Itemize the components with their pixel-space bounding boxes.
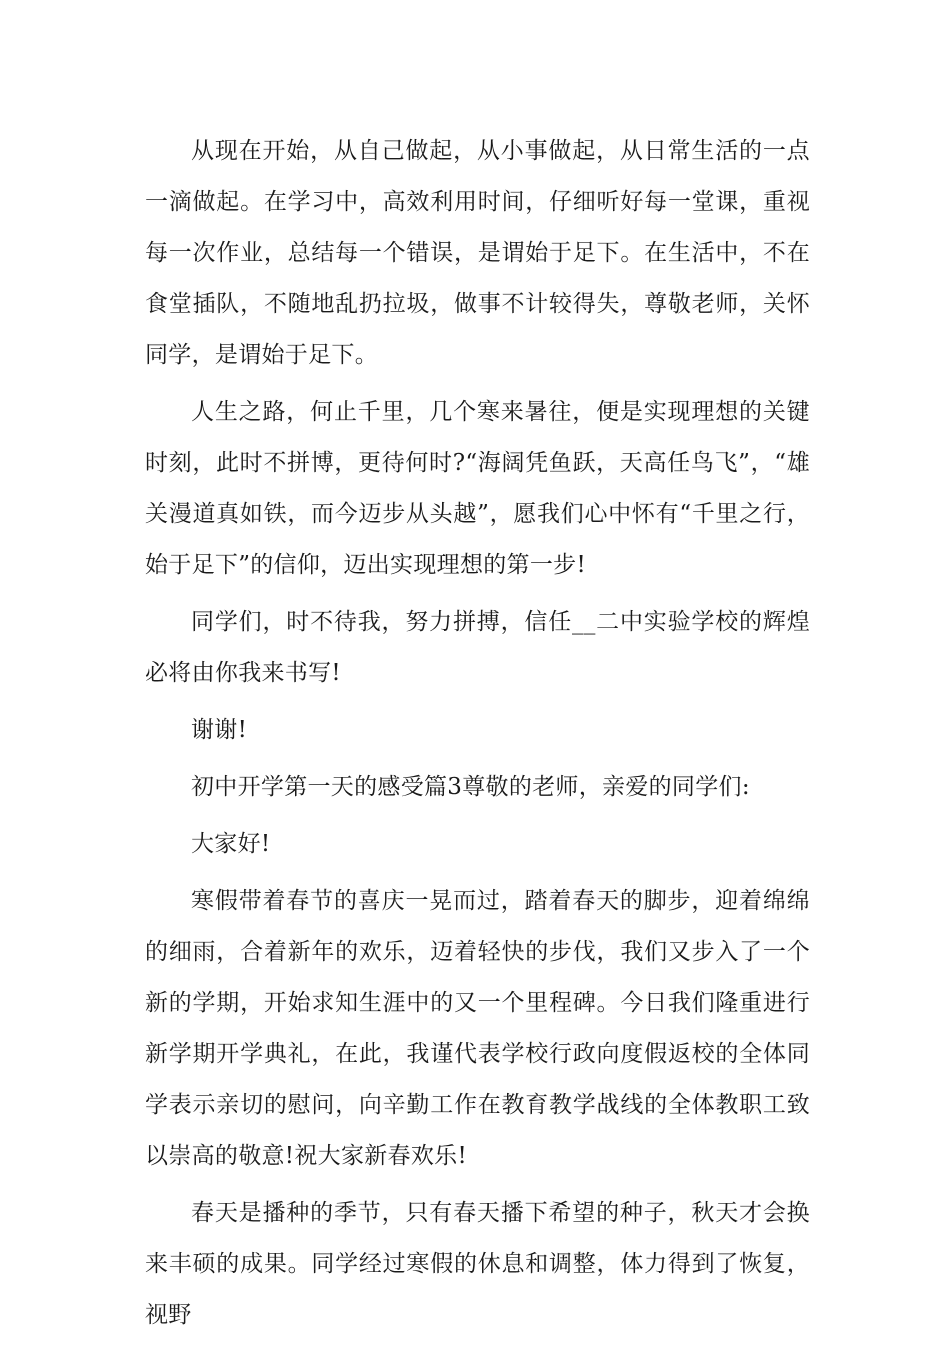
paragraph-thanks: 谢谢! — [191, 717, 248, 743]
document-body — [145, 126, 810, 1347]
paragraph-winter-break: 寒假带着春节的喜庆一晃而过，踏着春天的脚步，迎着绵绵的细雨，合着新年的欢乐，迈着轻快的步伐，我们又步入了一个新的学期，开始求知生涯中的又一个里程碑。今日我们隆重进行新学期开学典礼，在此，我谨代表学校行政向度假返校的全体同学表示亲切的慰问，向辛勤工作在教育教学战线的全体教职工致以崇高的敬意!祝大家新春欢乐! — [145, 888, 810, 1169]
paragraph-section-heading: 初中开学第一天的感受篇3尊敬的老师，亲爱的同学们: — [191, 774, 750, 800]
paragraph-spring-season: 春天是播种的季节，只有春天播下希望的种子，秋天才会换来丰硕的成果。同学经过寒假的休息和调整，体力得到了恢复，视野 — [145, 1200, 810, 1328]
paragraph-greeting: 大家好! — [191, 831, 271, 857]
paragraph-start-small: 从现在开始，从自己做起，从小事做起，从日常生活的一点一滴做起。在学习中，高效利用时间，仔细听好每一堂课，重视每一次作业，总结每一个错误，是谓始于足下。在生活中，不在食堂插队，不随地乱扔拉圾，做事不计较得失，尊敬老师，关怀同学，是谓始于足下。 — [145, 138, 810, 368]
paragraph-life-path: 人生之路，何止千里，几个寒来暑往，便是实现理想的关键时刻，此时不拼博，更待何时?“海阔凭鱼跃，天高任鸟飞”，“雄关漫道真如铁，而今迈步从头越”，愿我们心中怀有“千里之行，始于足下”的信仰，迈出实现理想的第一步! — [145, 399, 810, 578]
paragraph-classmates: 同学们，时不待我，努力拼搏，信任__二中实验学校的辉煌必将由你我来书写! — [145, 609, 810, 686]
